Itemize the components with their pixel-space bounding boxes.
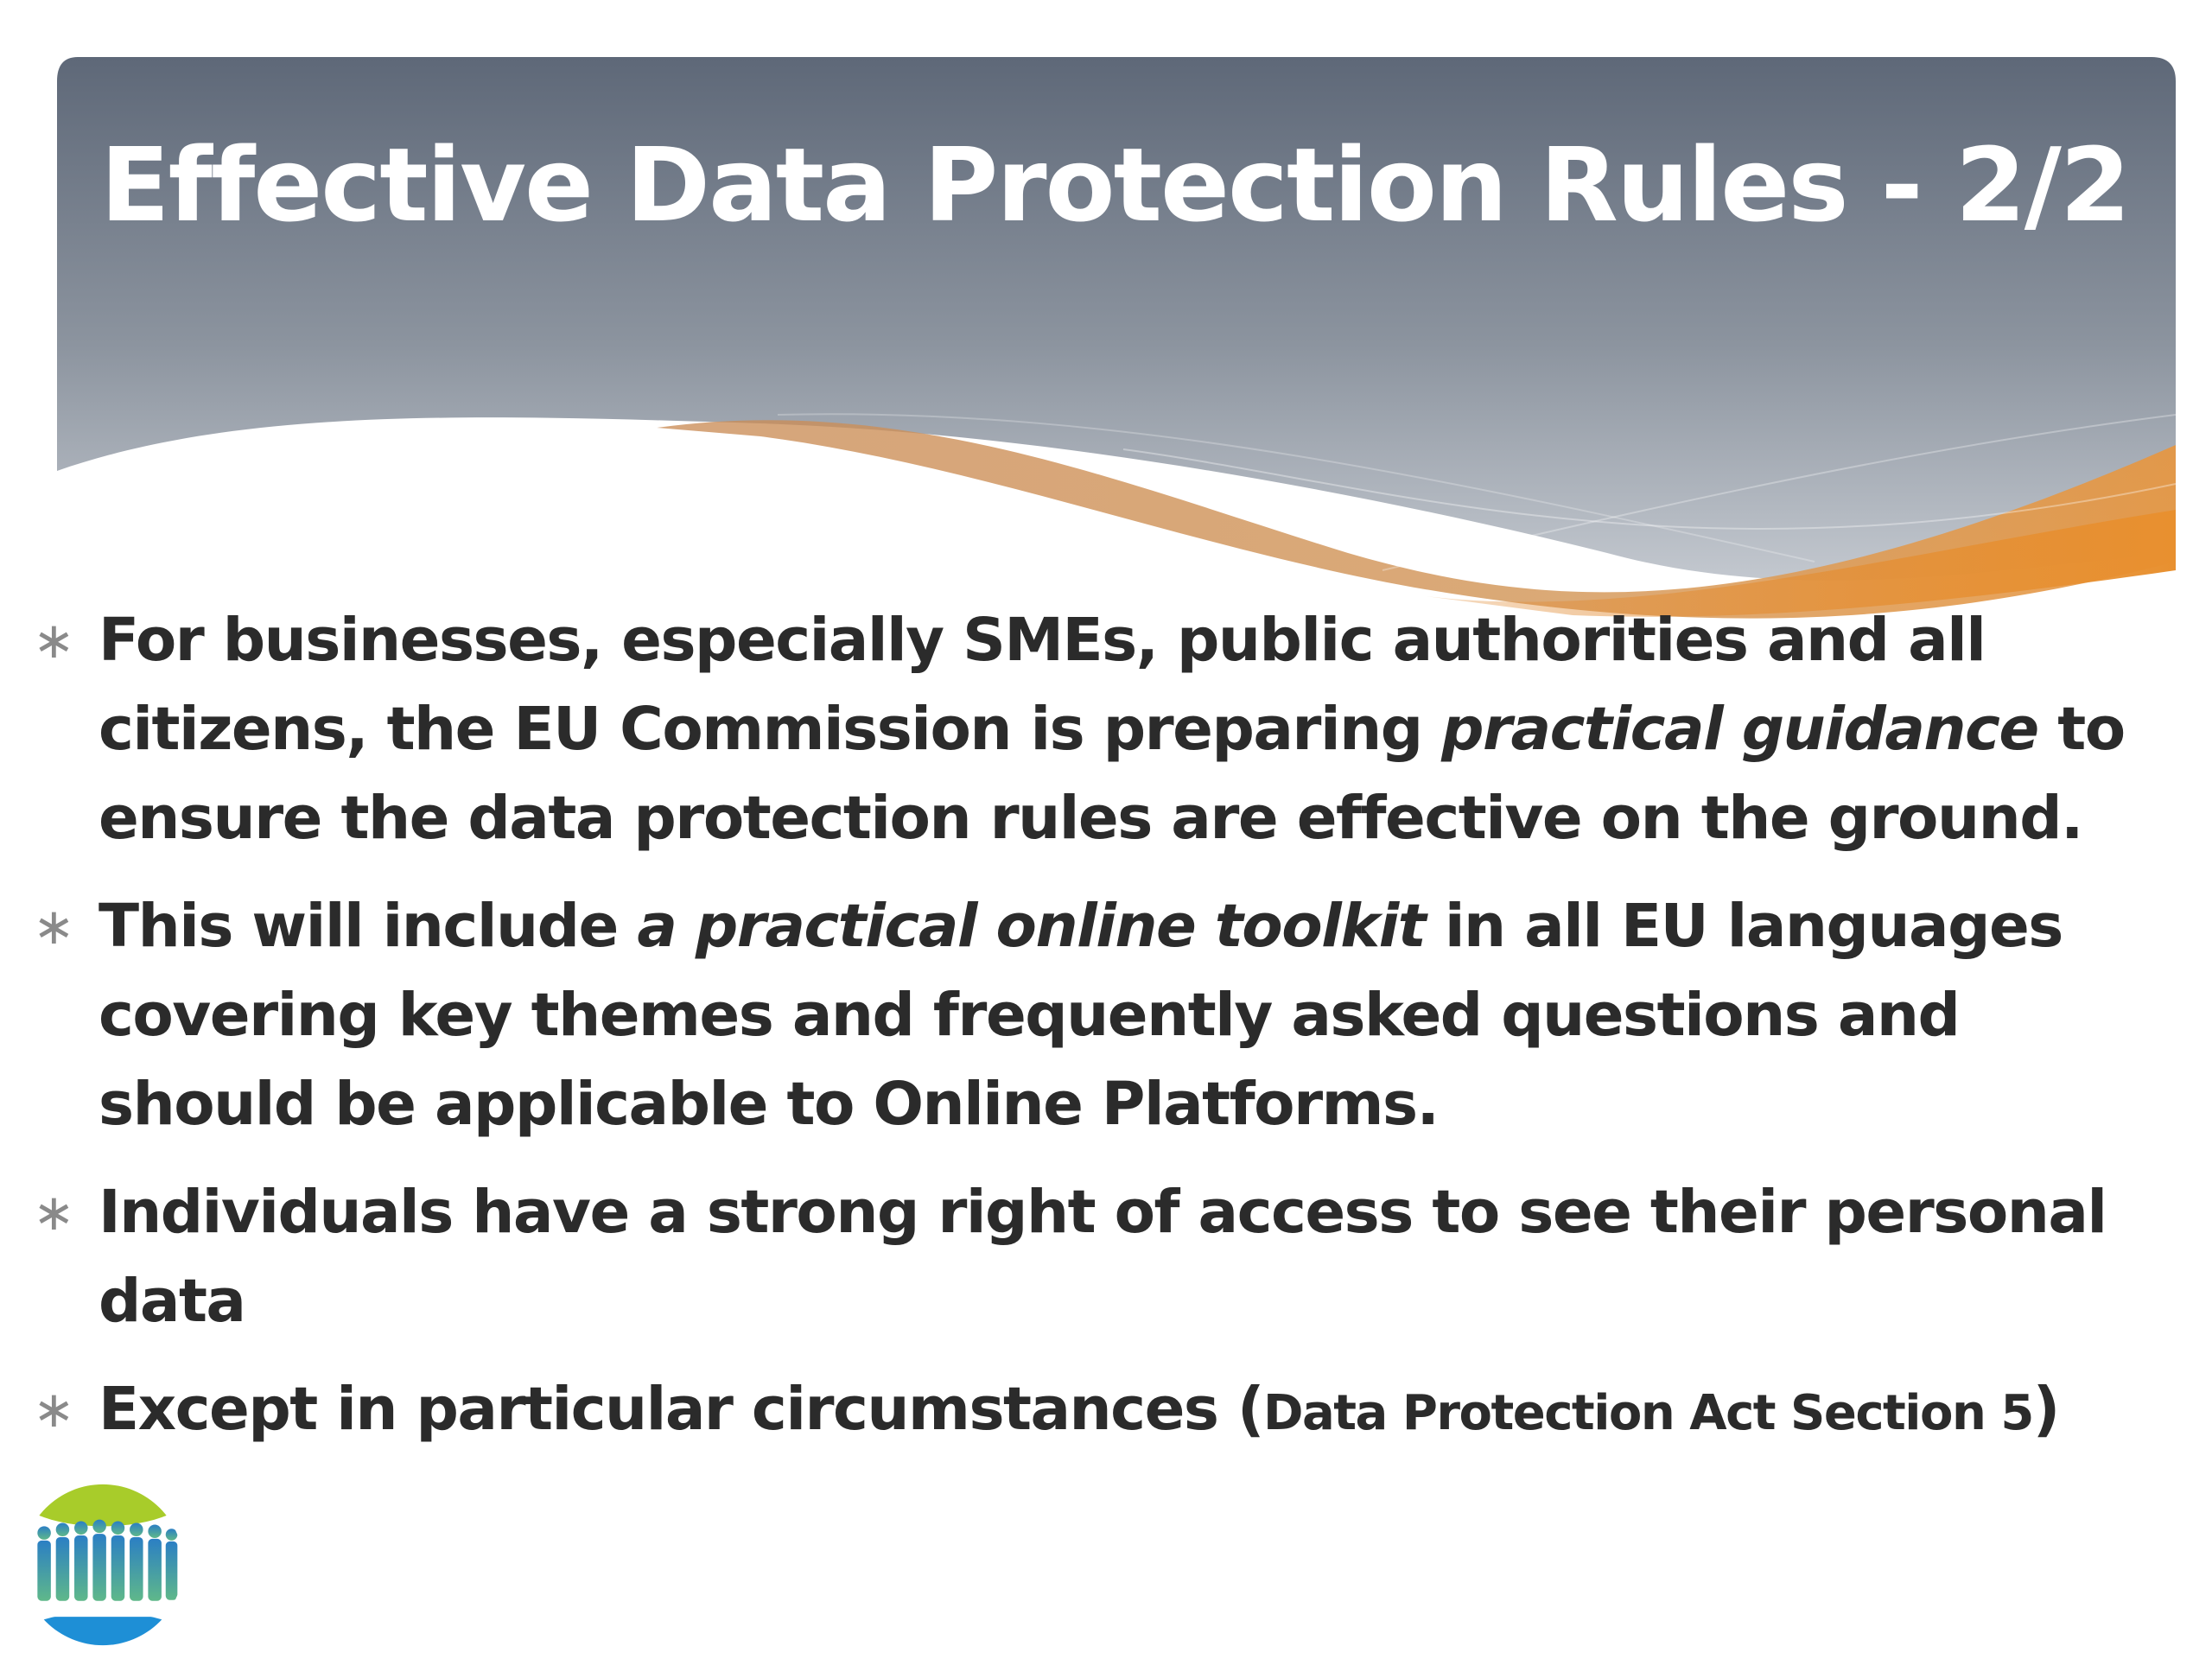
bullet-marker-icon: ∗ — [33, 1183, 74, 1242]
bullet-marker-icon: ∗ — [33, 1380, 74, 1439]
bullet-marker-icon: ∗ — [33, 897, 74, 956]
bullet-text: Individuals have a strong right of access to see their personal data — [99, 1178, 2107, 1336]
bullet-item-toolkit — [26, 882, 2186, 1149]
people-group-logo-icon — [19, 1481, 187, 1649]
bullet-text: Except in particular circumstances ( — [99, 1375, 1264, 1444]
bullet-item-guidance — [26, 596, 2186, 863]
bullet-text: For businesses, especially SMEs, public authorities and all citizens, the EU Commission is preparing — [99, 606, 1986, 764]
bullet-item-access — [26, 1168, 2186, 1346]
bullet-list — [26, 596, 2186, 1477]
bullet-citation: Data Protection Act Section 5 — [1263, 1385, 2033, 1441]
bullet-text: in all EU languages covering key themes and frequently asked questions and should be applicable to Online Platforms. — [99, 892, 2063, 1139]
bullet-emphasis: practical guidance — [1441, 695, 2038, 764]
bullet-text: to ensure the data protection rules are effective on the ground. — [99, 695, 2125, 853]
bullet-text: ) — [2032, 1375, 2059, 1444]
bullet-text: This will include — [99, 892, 638, 961]
bullet-emphasis: a practical online toolkit — [637, 892, 1426, 961]
bullet-item-exceptions — [26, 1365, 2186, 1458]
slide-title: Effective Data Protection Rules - 2/2 — [100, 125, 2129, 245]
bullet-marker-icon: ∗ — [33, 611, 74, 670]
header-banner — [0, 0, 2212, 657]
